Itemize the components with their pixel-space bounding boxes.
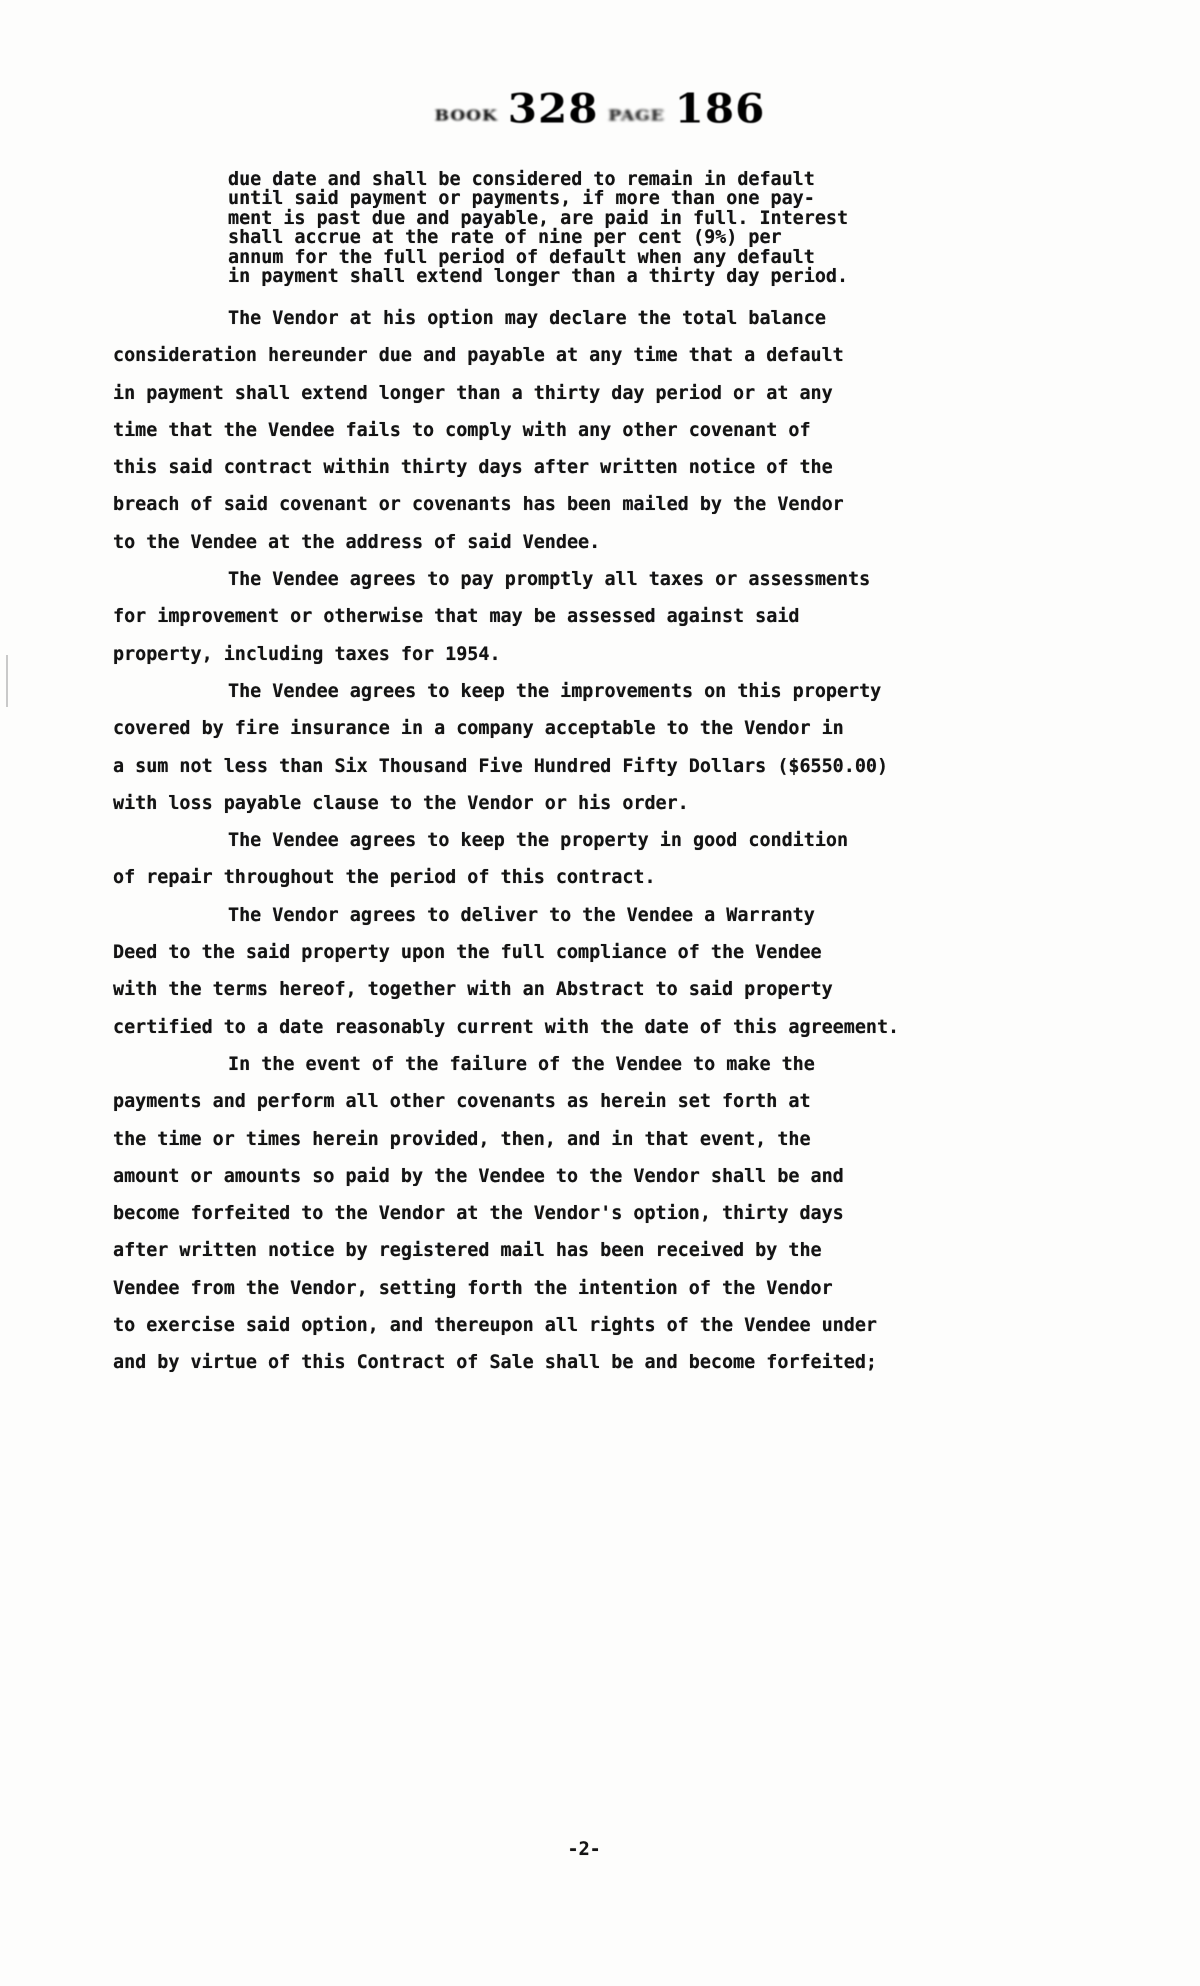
scan-edge-artifact: [6, 655, 8, 707]
paragraph-line: with loss payable clause to the Vendor or his order.: [113, 792, 689, 814]
paragraph-line: of repair throughout the period of this contract.: [113, 867, 656, 889]
paragraph-line: In the event of the failure of the Vendee to make the: [228, 1053, 815, 1075]
page-footer: [0, 1818, 1200, 1881]
contract-body-text: [113, 300, 1093, 1382]
paragraph-line: to exercise said option, and thereupon all rights of the Vendee under: [113, 1315, 877, 1337]
paragraph-line: and by virtue of this Contract of Sale shall be and become forfeited;: [113, 1352, 877, 1374]
paragraph-line: payments and perform all other covenants as herein set forth at: [113, 1091, 811, 1113]
paragraph-line: The Vendee agrees to keep the property in good condition: [228, 830, 849, 852]
book-page-stamp: [0, 84, 1200, 133]
paragraph-line: in payment shall extend longer than a thirty day period or at any: [113, 382, 833, 404]
block-quote-line: annum for the full period of default when any default: [228, 246, 815, 268]
stamp-page-label: PAGE: [608, 107, 665, 125]
paragraph-line: property, including taxes for 1954.: [113, 643, 501, 665]
block-quote-line: shall accrue at the rate of nine per cent (9%) per: [228, 227, 782, 249]
paragraph-line: The Vendor agrees to deliver to the Vendee a Warranty: [228, 904, 815, 926]
paragraph-line: after written notice by registered mail has been received by the: [113, 1240, 822, 1262]
paragraph-line: for improvement or otherwise that may be assessed against said: [113, 606, 800, 628]
stamp-page-number: 186: [674, 85, 766, 132]
paragraph-line: certified to a date reasonably current with the date of this agreement.: [113, 1016, 900, 1038]
paragraph-line: this said contract within thirty days after written notice of the: [113, 457, 833, 479]
paragraph-line: a sum not less than Six Thousand Five Hundred Fifty Dollars ($6550.00): [113, 755, 889, 777]
paragraph: [113, 897, 1093, 1046]
paragraph: [113, 822, 1093, 897]
paragraph-line: Vendee from the Vendor, setting forth the intention of the Vendor: [113, 1277, 833, 1299]
block-quote-line: until said payment or payments, if more than one pay-: [228, 188, 815, 210]
paragraph: [113, 561, 1093, 673]
paragraph-line: The Vendee agrees to pay promptly all taxes or assessments: [228, 569, 871, 591]
paragraph-line: to the Vendee at the address of said Vendee.: [113, 531, 601, 553]
paragraph: [113, 1046, 1093, 1382]
paragraph-line: amount or amounts so paid by the Vendee to the Vendor shall be and: [113, 1165, 844, 1187]
paragraph-line: time that the Vendee fails to comply with any other covenant of: [113, 419, 811, 441]
stamp-book-number: 328: [507, 85, 599, 132]
paragraph-line: the time or times herein provided, then, and in that event, the: [113, 1128, 811, 1150]
block-quote-line: in payment shall extend longer than a thirty day period.: [228, 266, 849, 288]
paragraph: [113, 673, 1093, 822]
block-quote-line: ment is past due and payable, are paid in full. Interest: [228, 207, 849, 229]
paragraph-line: covered by fire insurance in a company acceptable to the Vendor in: [113, 718, 844, 740]
indented-clause-block: [228, 170, 848, 286]
paragraph-line: Deed to the said property upon the full compliance of the Vendee: [113, 942, 822, 964]
page-number: -2-: [567, 1839, 601, 1860]
paragraph-line: with the terms hereof, together with an Abstract to said property: [113, 979, 833, 1001]
block-quote-line: due date and shall be considered to remain in default: [228, 169, 815, 190]
paragraph-line: become forfeited to the Vendor at the Vendor's option, thirty days: [113, 1203, 844, 1225]
paragraph-line: The Vendee agrees to keep the improvements on this property: [228, 680, 882, 702]
stamp-book-label: BOOK: [434, 107, 498, 125]
paragraph-line: The Vendor at his option may declare the total balance: [228, 308, 826, 329]
paragraph: [113, 300, 1093, 561]
paragraph-line: consideration hereunder due and payable at any time that a default: [113, 345, 844, 367]
paragraph-line: breach of said covenant or covenants has been mailed by the Vendor: [113, 494, 844, 516]
